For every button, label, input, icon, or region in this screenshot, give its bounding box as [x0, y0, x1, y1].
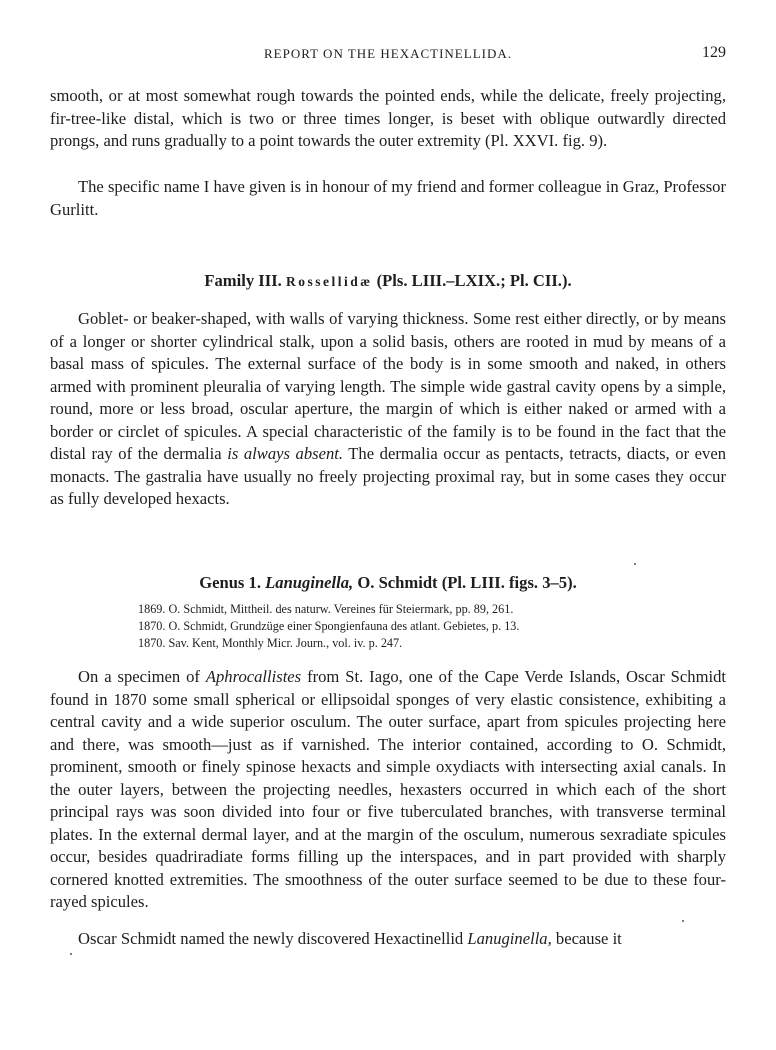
- family-description-text-a: Goblet- or beaker-shaped, with walls of varying thickness. Some rest either directly, or by means of a longer or shorter cylindrical stalk, upon a solid basis, others are rooted in mud by means of a basal mass of spicules. The external surface of the body is in some smooth and naked, in others armed with prominent pleuralia of varying length. The simple wide gastral cavity opens by a simple, round, more or less broad, oscular aperture, the margin of which is either naked or armed with a border or circlet of spicules. A special characteristic of the family is to be found in the fact that the distal ray of the dermalia: [50, 309, 726, 463]
- genus-body-text-b: from St. Iago, one of the Cape Verde Islands, Oscar Schmidt found in 1870 some small spherical or ellipsoidal sponges of very elastic consistence, exhibiting a central cavity and a wide superior osculum. The outer surface, apart from spicules projecting here and there, was smooth—just as if varnished. The interior contained, according to O. Schmidt, prominent, smooth or finely spinose hexacts and simple oxydiacts with intersecting axial canals. In the outer layers, between the projecting needles, hexasters occurred in which each of the short principal rays was soon divided into four or five tuberculated branches, with transverse terminal plates. In the external dermal layer, and at the margin of the osculum, numerous sexradiate spicules occur, besides quadriradiate forms filling up the interspaces, and in part provided with sharply cornered knotted extremities. The smoothness of the outer surface seemed to be due to these four-rayed spicules.: [50, 667, 726, 911]
- speck-mark: [70, 953, 72, 955]
- genus-prefix: Genus 1.: [199, 573, 261, 592]
- last-line-italic-name: Lanuginella,: [467, 929, 552, 948]
- family-heading: [50, 271, 726, 291]
- running-title: REPORT ON THE HEXACTINELLIDA.: [263, 46, 512, 61]
- family-description-text-b: The dermalia occur as pentacts, tetracts, diacts, or even monacts. The gastralia have usually no freely projecting proximal ray, but in some cases they occur as fully developed hexacts.: [50, 444, 727, 508]
- intro-paragraph-1: smooth, or at most somewhat rough towards the pointed ends, while the delicate, freely projecting, fir-tree-like distal, which is two or three times longer, is beset with oblique outwardly directed prongs, and runs gradually to a point towards the outer extremity (Pl. XXVI. fig. 9).: [50, 86, 726, 150]
- reference-item: 1870. O. Schmidt, Grundzüge einer Spongienfauna des atlant. Gebietes, p. 13.: [138, 619, 520, 633]
- family-plates: (Pls. LIII.–LXIX.; Pl. CII.).: [376, 271, 572, 290]
- genus-heading: [50, 573, 726, 593]
- genus-last-line: [50, 928, 726, 951]
- genus-body-paragraph: [50, 666, 726, 914]
- intro-paragraph-2: The specific name I have given is in honour of my friend and former colleague in Graz, Professor Gurlitt.: [50, 177, 726, 219]
- last-line-text-a: Oscar Schmidt named the newly discovered Hexactinellid: [78, 929, 464, 948]
- speck-mark: [682, 920, 684, 922]
- family-prefix: Family III.: [204, 271, 282, 290]
- reference-item: 1870. Sav. Kent, Monthly Micr. Journ., vol. iv. p. 247.: [138, 636, 403, 650]
- genus-body-text-a: On a specimen of: [78, 667, 200, 686]
- speck-mark: [634, 563, 636, 565]
- reference-list: [138, 601, 698, 652]
- family-name: Rossellidæ: [285, 274, 373, 289]
- page-number: 129: [702, 44, 726, 61]
- reference-item: 1869. O. Schmidt, Mittheil. des naturw. Vereines für Steiermark, pp. 89, 261.: [138, 602, 514, 616]
- genus-name: Lanuginella,: [265, 573, 354, 592]
- genus-body-italic-name: Aphrocallistes: [205, 667, 302, 686]
- family-description-emphasis: is always absent.: [227, 444, 343, 463]
- genus-authority: O. Schmidt (Pl. LIII. figs. 3–5).: [357, 573, 577, 592]
- last-line-text-b: because it: [555, 929, 622, 948]
- running-header: [50, 46, 726, 68]
- family-description: [50, 308, 726, 511]
